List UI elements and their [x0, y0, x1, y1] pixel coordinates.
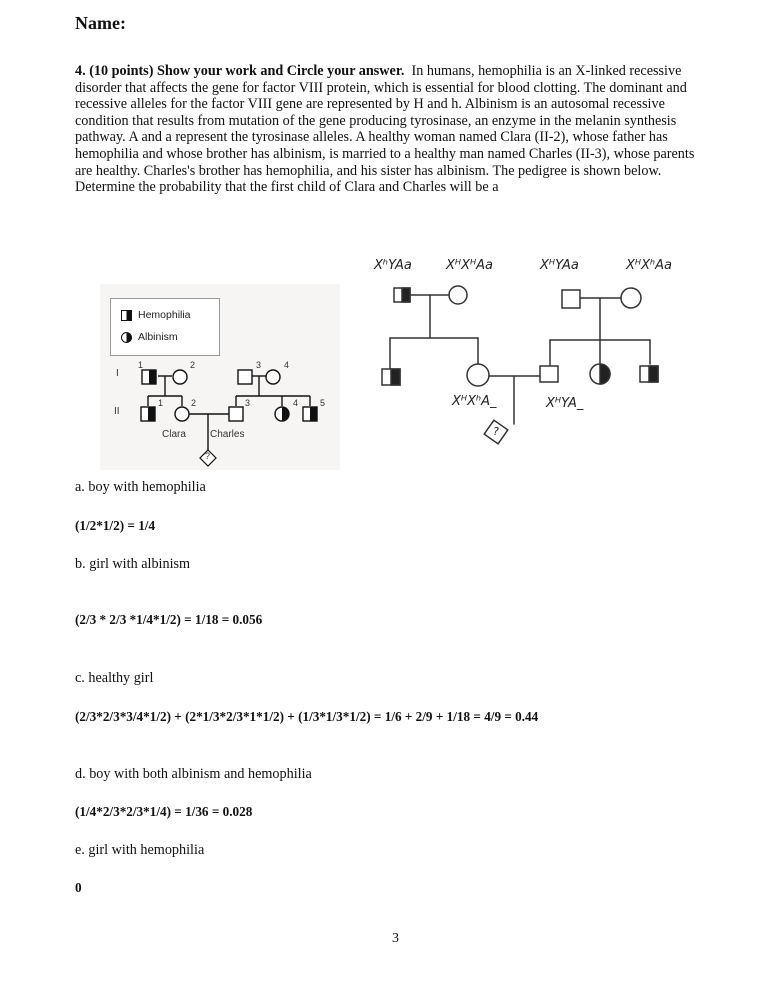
question-instruction: Show your work and Circle your answer.	[156, 63, 405, 79]
handwritten-pedigree	[360, 236, 740, 468]
num-II-4: 4	[293, 398, 299, 408]
question-text	[75, 63, 715, 196]
part-e-label: e. girl with hemophilia	[75, 842, 205, 858]
geno-charles: XᴴYA_	[546, 396, 584, 411]
num-I-4: 4	[284, 360, 290, 370]
question-number: 4.	[75, 63, 86, 79]
gen-label-II: II	[114, 406, 120, 417]
question-points: (10 points)	[89, 63, 154, 79]
num-II-3: 3	[245, 398, 251, 408]
hw-child-question-mark: ?	[493, 425, 499, 438]
gen-label-I: I	[116, 368, 119, 379]
geno-grandmother-left: XᴴXᴴAa	[446, 258, 493, 273]
num-II-2: 2	[191, 398, 197, 408]
gen-I-2	[173, 370, 187, 384]
gen-II-5	[303, 407, 317, 421]
part-a-label: a. boy with hemophilia	[75, 479, 206, 495]
name-label: Name:	[75, 13, 126, 33]
num-I-3: 3	[256, 360, 262, 370]
geno-grandfather-left: XʰYAa	[374, 258, 412, 273]
part-b-answer: (2/3 * 2/3 *1/4*1/2) = 1/18 = 0.056	[75, 612, 263, 627]
question-body: In humans, hemophilia is an X-linked recessive disorder that affects the gene for factor VIII protein, which is essential for blood clotting. The dominant and recessive alleles for the factor VIII gene are represented by H and h. Albinism is an autosomal recessive condition that results from mutation of the gene producing tyrosinase, an enzyme in the melanin synthesis pathway. A and a represent the tyrosinase alleles. A healthy woman named Clara (II-2), whose father has hemophilia and whose brother has albinism, is married to a healthy man named Charles (II-3), whose parents are healthy. Charles's brother has hemophilia, and his sister has albinism. The pedigree is shown below. Determine the probability that the first child of Clara and Charles will be a	[75, 63, 695, 196]
child-question-mark: ?	[205, 451, 211, 461]
name-charles: Charles	[210, 429, 245, 440]
gen-II-3-charles	[229, 407, 243, 421]
gen-II-4	[275, 407, 289, 421]
page-number: 3	[392, 931, 399, 946]
gen-I-1	[142, 370, 156, 384]
name-clara: Clara	[162, 429, 186, 440]
legend-hemophilia: Hemophilia	[121, 309, 191, 321]
pedigree-chart	[100, 284, 340, 470]
num-I-2: 2	[190, 360, 196, 370]
part-e-answer: 0	[75, 880, 82, 895]
legend-albinism: Albinism	[121, 331, 178, 343]
geno-clara: XᴴXʰA_	[452, 394, 497, 409]
geno-grandmother-right: XᴴXʰAa	[626, 258, 673, 273]
part-d-label: d. boy with both albinism and hemophilia	[75, 766, 312, 782]
gen-II-2-clara	[175, 407, 189, 421]
handwritten-pedigree-lines	[360, 236, 740, 468]
num-I-1: 1	[138, 360, 144, 370]
part-b-label: b. girl with albinism	[75, 556, 191, 572]
geno-grandfather-right: XᴴYAa	[540, 258, 579, 273]
gen-I-3	[238, 370, 252, 384]
gen-II-1	[141, 407, 155, 421]
gen-I-4	[266, 370, 280, 384]
pedigree-figure	[100, 284, 340, 470]
part-a-answer: (1/2*1/2) = 1/4	[75, 518, 156, 533]
part-c-label: c. healthy girl	[75, 670, 154, 686]
part-c-answer: (2/3*2/3*3/4*1/2) + (2*1/3*2/3*1*1/2) + (1/3*1/3*1/2) = 1/6 + 2/9 + 1/18 = 4/9 = 0.44	[75, 709, 539, 724]
num-II-1: 1	[158, 398, 164, 408]
part-d-answer: (1/4*2/3*2/3*1/4) = 1/36 = 0.028	[75, 804, 253, 819]
num-II-5: 5	[320, 398, 326, 408]
